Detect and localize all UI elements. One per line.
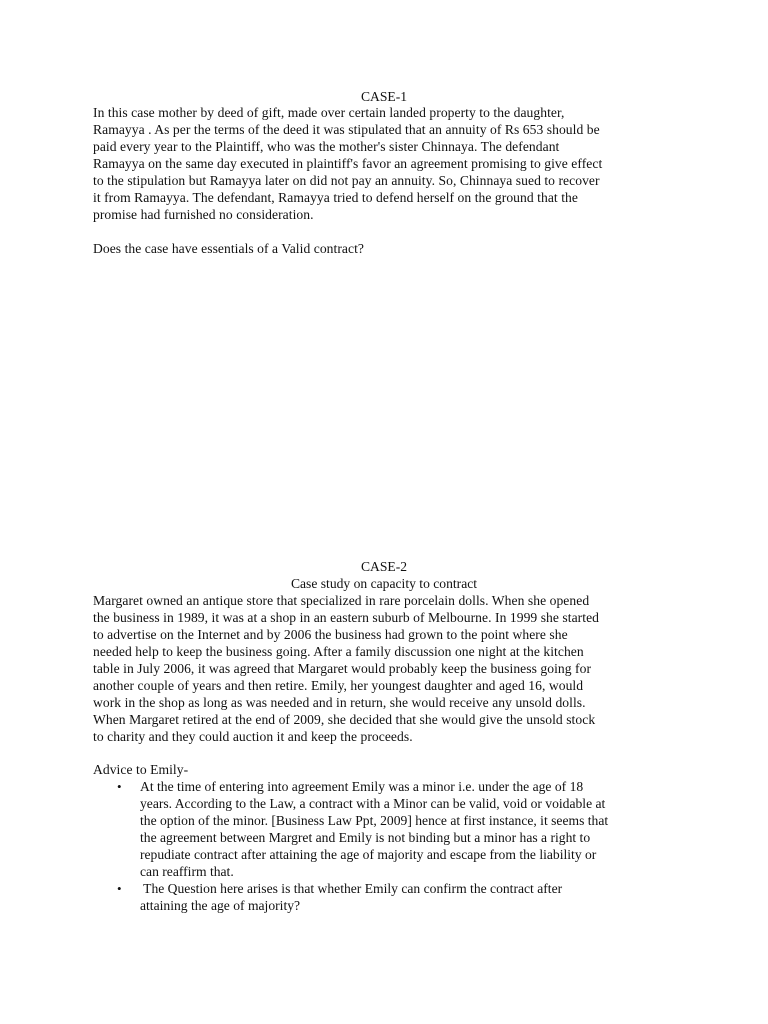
- case1-paragraph-line: to the stipulation but Ramayya later on did not pay an annuity. So, Chinnaya sued to recover: [93, 173, 600, 188]
- case1-paragraph-line: paid every year to the Plaintiff, who was the mother's sister Chinnaya. The defendant: [93, 139, 560, 154]
- bullet-icon: •: [117, 881, 122, 896]
- bullet-line: attaining the age of majority?: [140, 898, 301, 913]
- case1-paragraph-line: Ramayya on the same day executed in plaintiff's favor an agreement promising to give effect: [93, 156, 603, 171]
- case2-paragraph-line: to advertise on the Internet and by 2006 the business had grown to the point where she: [93, 627, 568, 642]
- case2-paragraph-line: table in July 2006, it was agreed that Margaret would probably keep the business going for: [93, 661, 592, 676]
- case2-paragraph-line: When Margaret retired at the end of 2009, she decided that she would give the unsold stock: [93, 712, 596, 727]
- case2-paragraph-line: Margaret owned an antique store that specialized in rare porcelain dolls. When she opened: [93, 593, 590, 608]
- bullet-line: can reaffirm that.: [140, 864, 234, 879]
- case2-paragraph-line: to charity and they could auction it and keep the proceeds.: [93, 729, 413, 744]
- bullet-icon: •: [117, 779, 122, 794]
- case1-question: Does the case have essentials of a Valid contract?: [93, 241, 364, 256]
- advice-heading: Advice to Emily-: [93, 762, 189, 777]
- bullet-line: At the time of entering into agreement Emily was a minor i.e. under the age of 18: [140, 779, 584, 794]
- case1-paragraph-line: it from Ramayya. The defendant, Ramayya tried to defend herself on the ground that the: [93, 190, 578, 205]
- case1-paragraph-line: promise had furnished no consideration.: [93, 207, 314, 222]
- bullet-line: the agreement between Margret and Emily is not binding but a minor has a right to: [140, 830, 591, 845]
- case2-heading: CASE-2: [360, 559, 408, 574]
- case1-paragraph-line: In this case mother by deed of gift, made over certain landed property to the daughter,: [93, 105, 565, 120]
- case2-paragraph-line: the business in 1989, it was at a shop in an eastern suburb of Melbourne. In 1999 she started: [93, 610, 600, 625]
- bullet-line: The Question here arises is that whether Emily can confirm the contract after: [140, 881, 563, 896]
- case1-heading: CASE-1: [360, 89, 408, 104]
- case2-paragraph-line: work in the shop as long as was needed and in return, she would receive any unsold dolls.: [93, 695, 586, 710]
- bullet-line: the option of the minor. [Business Law Ppt, 2009] hence at first instance, it seems that: [140, 813, 609, 828]
- case2-paragraph-line: another couple of years and then retire. Emily, her youngest daughter and aged 16, would: [93, 678, 584, 693]
- bullet-line: years. According to the Law, a contract with a Minor can be valid, void or voidable at: [140, 796, 606, 811]
- case2-subheading: Case study on capacity to contract: [290, 576, 478, 591]
- bullet-line: repudiate contract after attaining the age of majority and escape from the liability or: [140, 847, 597, 862]
- case1-paragraph-line: Ramayya . As per the terms of the deed it was stipulated that an annuity of Rs 653 should be: [93, 122, 600, 137]
- case2-paragraph-line: needed help to keep the business going. After a family discussion one night at the kitchen: [93, 644, 584, 659]
